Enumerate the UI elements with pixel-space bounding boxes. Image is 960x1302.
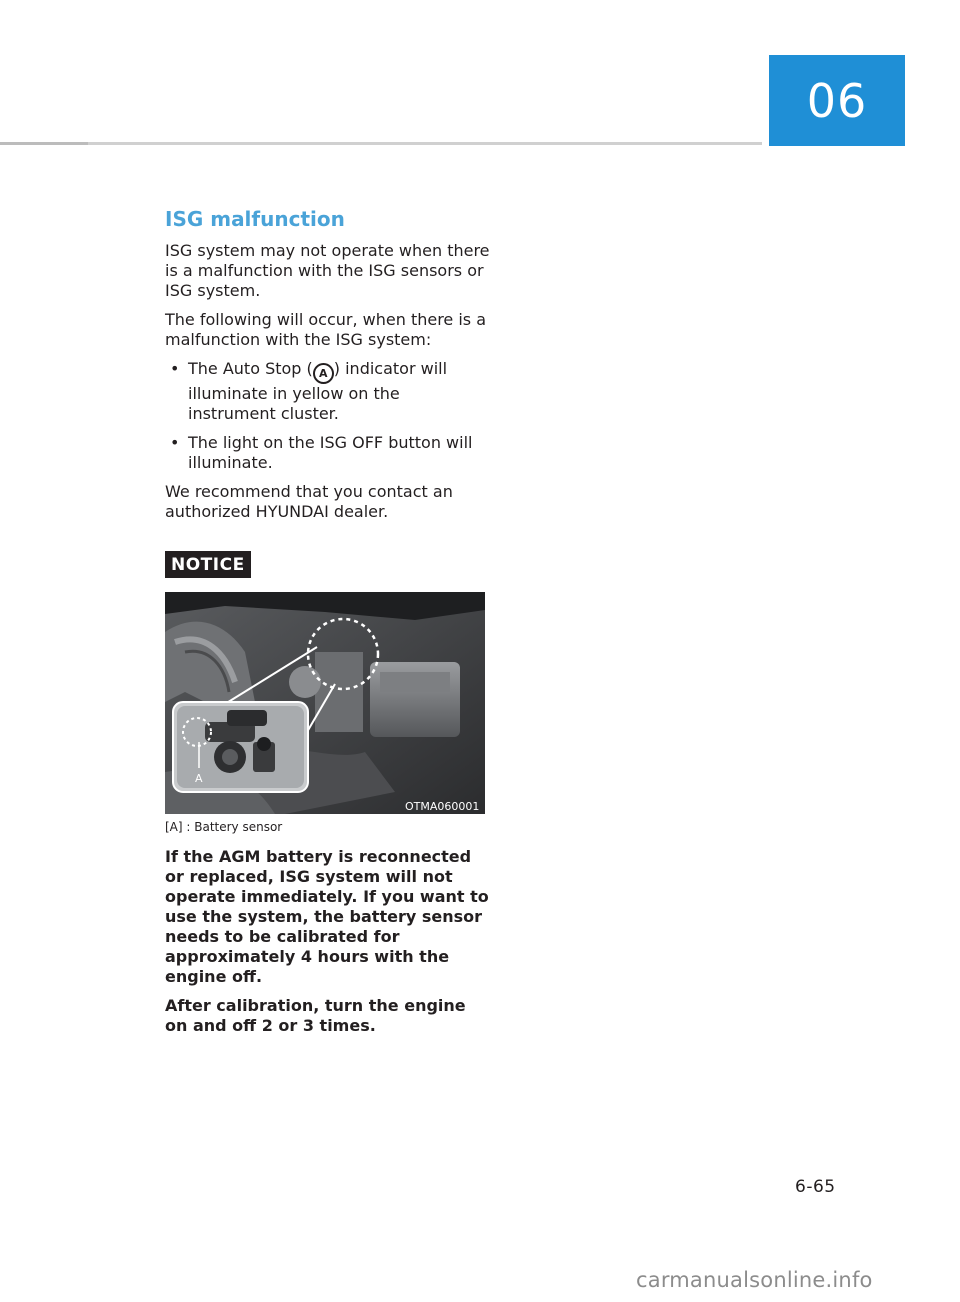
photo-caption: [A] : Battery sensor (165, 820, 283, 834)
list-item: • The light on the ISG OFF button will illuminate. (165, 433, 490, 473)
notice-badge: NOTICE (165, 551, 251, 578)
battery-sensor-photo (165, 592, 485, 814)
header-rule (0, 142, 762, 145)
chapter-number: 06 (806, 73, 868, 128)
engine-bay-illustration (165, 592, 485, 814)
auto-stop-icon: A (313, 363, 334, 384)
main-content (165, 205, 490, 1045)
symptom-list (165, 359, 490, 473)
list-item-text-before: The Auto Stop ( (188, 359, 313, 378)
intro-paragraph: ISG system may not operate when there is a malfunction with the ISG sensors or ISG system. (165, 241, 490, 300)
page-number: 6-65 (795, 1177, 836, 1197)
list-item-text-after: ) indicator will illuminate in yellow on the instrument cluster. (188, 359, 448, 423)
image-label-a: A (195, 772, 203, 785)
image-code: OTMA060001 (405, 800, 480, 813)
notice-paragraph-2: After calibration, turn the engine on and off 2 or 3 times. (165, 996, 466, 1035)
chapter-tab (769, 55, 905, 146)
footer-watermark: carmanualsonline.info (636, 1268, 873, 1292)
malfunction-paragraph: The following will occur, when there is a malfunction with the ISG system: (165, 310, 487, 349)
notice-paragraph-1: If the AGM battery is reconnected or replaced, ISG system will not operate immediately. If you want to use the system, the battery sensor needs to be calibrated for approximately 4 hours with the engine off. (165, 847, 489, 986)
list-item (165, 359, 490, 424)
section-title: ISG malfunction (165, 207, 345, 231)
dealer-paragraph: We recommend that you contact an authorized HYUNDAI dealer. (165, 482, 453, 521)
